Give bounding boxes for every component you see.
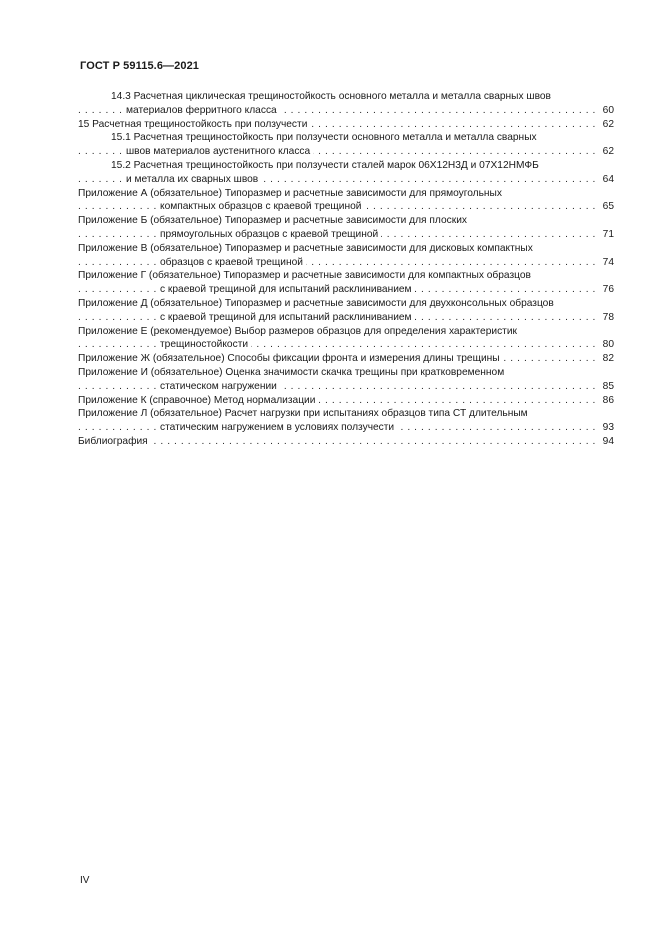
toc-entry-page: 62 <box>602 146 614 158</box>
toc-entry-title: швов материалов аустенитного класса <box>126 146 313 157</box>
toc-entry-line <box>78 421 614 435</box>
toc-entry-title: статическим нагружением в условиях ползучести <box>160 422 397 433</box>
toc-entry-title: образцов с краевой трещиной <box>160 257 306 268</box>
toc-entry-title: Приложение Е (рекомендуемое) Выбор размеров образцов для определения характеристик <box>78 326 520 337</box>
toc-entry[interactable] <box>78 297 614 325</box>
toc-entry-line <box>78 380 614 394</box>
toc-entry-title: 15.2 Расчетная трещиностойкость при ползучести сталей марок 06Х12Н3Д и 07Х12НМФБ <box>111 160 542 171</box>
toc-entry[interactable] <box>78 159 614 187</box>
table-of-contents <box>78 90 614 449</box>
toc-entry-line <box>78 283 614 297</box>
toc-entry-line <box>78 325 614 339</box>
toc-entry-title: с краевой трещиной для испытаний расклиниванием <box>160 312 415 323</box>
toc-entry-title: Приложение Л (обязательное) Расчет нагрузки при испытаниях образцов типа СТ длительным <box>78 408 531 419</box>
toc-entry-line <box>78 366 614 380</box>
toc-entry-title: и металла их сварных швов <box>126 174 261 185</box>
toc-entry-line <box>78 131 614 145</box>
toc-entry-line <box>78 338 614 352</box>
toc-entry-page: 71 <box>602 228 614 240</box>
toc-entry-page: 76 <box>602 284 614 296</box>
toc-entry-title: трещиностойкости <box>160 339 251 350</box>
page-number: IV <box>80 875 90 886</box>
toc-entry[interactable] <box>78 242 614 270</box>
toc-entry-line <box>78 311 614 325</box>
toc-entry-line <box>78 173 614 187</box>
toc-entry-line <box>78 394 614 408</box>
toc-entry-line <box>78 435 614 449</box>
toc-entry-title: Приложение Д (обязательное) Типоразмер и расчетные зависимости для двухконсольных образцов <box>78 298 557 309</box>
toc-entry[interactable] <box>78 269 614 297</box>
toc-entry[interactable] <box>78 325 614 353</box>
toc-entry-title: Приложение Г (обязательное) Типоразмер и расчетные зависимости для компактных образцов <box>78 270 534 281</box>
toc-entry-line <box>78 118 614 132</box>
toc-entry-title: Приложение Б (обязательное) Типоразмер и расчетные зависимости для плоских <box>78 215 470 226</box>
toc-entry-title: 15 Расчетная трещиностойкость при ползучести <box>78 119 310 130</box>
toc-entry-title: материалов ферритного класса <box>126 105 280 116</box>
toc-entry-title: прямоугольных образцов с краевой трещиной <box>160 229 381 240</box>
toc-entry-page: 64 <box>602 173 614 185</box>
toc-entry-line <box>78 90 614 104</box>
toc-entry-title: 15.1 Расчетная трещиностойкость при ползучести основного металла и металла сварных <box>111 132 540 143</box>
toc-entry-title: Приложение А (обязательное) Типоразмер и расчетные зависимости для прямоугольных <box>78 188 505 199</box>
toc-entry-line <box>78 407 614 421</box>
toc-entry[interactable] <box>78 366 614 394</box>
toc-entry-line <box>78 200 614 214</box>
toc-entry-page: 78 <box>602 311 614 323</box>
toc-entry[interactable] <box>78 214 614 242</box>
toc-entry-line <box>78 104 614 118</box>
toc-entry[interactable] <box>78 131 614 159</box>
toc-entry-title: Приложение Ж (обязательное) Способы фиксации фронта и измерения длины трещины <box>78 353 503 364</box>
toc-entry[interactable] <box>78 118 614 132</box>
toc-entry-title: Приложение И (обязательное) Оценка значимости скачка трещины при кратковременном <box>78 367 507 378</box>
toc-entry-page: 62 <box>602 118 614 130</box>
toc-entry[interactable] <box>78 187 614 215</box>
toc-entry-line <box>78 187 614 201</box>
toc-entry-line <box>78 214 614 228</box>
toc-entry-page: 85 <box>602 380 614 392</box>
toc-entry-page: 60 <box>602 104 614 116</box>
toc-entry-title: Библиография <box>78 436 151 447</box>
toc-entry-title: с краевой трещиной для испытаний расклиниванием <box>160 284 415 295</box>
toc-entry-page: 80 <box>602 339 614 351</box>
toc-entry-title: компактных образцов с краевой трещиной <box>160 201 364 212</box>
toc-entry-title: 14.3 Расчетная циклическая трещиностойкость основного металла и металла сварных швов <box>111 91 554 102</box>
toc-entry-title: статическом нагружении <box>160 381 280 392</box>
toc-entry-line <box>78 297 614 311</box>
toc-entry-page: 86 <box>602 394 614 406</box>
toc-entry-page: 94 <box>602 435 614 447</box>
toc-entry[interactable] <box>78 407 614 435</box>
toc-entry[interactable] <box>78 435 614 449</box>
toc-entry-page: 93 <box>602 422 614 434</box>
toc-entry-line <box>78 352 614 366</box>
toc-entry[interactable] <box>78 352 614 366</box>
toc-entry-page: 65 <box>602 201 614 213</box>
toc-entry-line <box>78 145 614 159</box>
toc-entry[interactable] <box>78 90 614 118</box>
toc-entry-line <box>78 256 614 270</box>
toc-entry-page: 82 <box>602 353 614 365</box>
toc-entry-title: Приложение В (обязательное) Типоразмер и расчетные зависимости для дисковых компактных <box>78 243 536 254</box>
toc-entry-line <box>78 269 614 283</box>
document-header: ГОСТ Р 59115.6—2021 <box>80 60 200 72</box>
toc-entry-line <box>78 228 614 242</box>
toc-entry-title: Приложение К (справочное) Метод нормализации <box>78 395 318 406</box>
toc-entry-line <box>78 159 614 173</box>
toc-entry[interactable] <box>78 394 614 408</box>
toc-entry-page: 74 <box>602 256 614 268</box>
toc-entry-line <box>78 242 614 256</box>
